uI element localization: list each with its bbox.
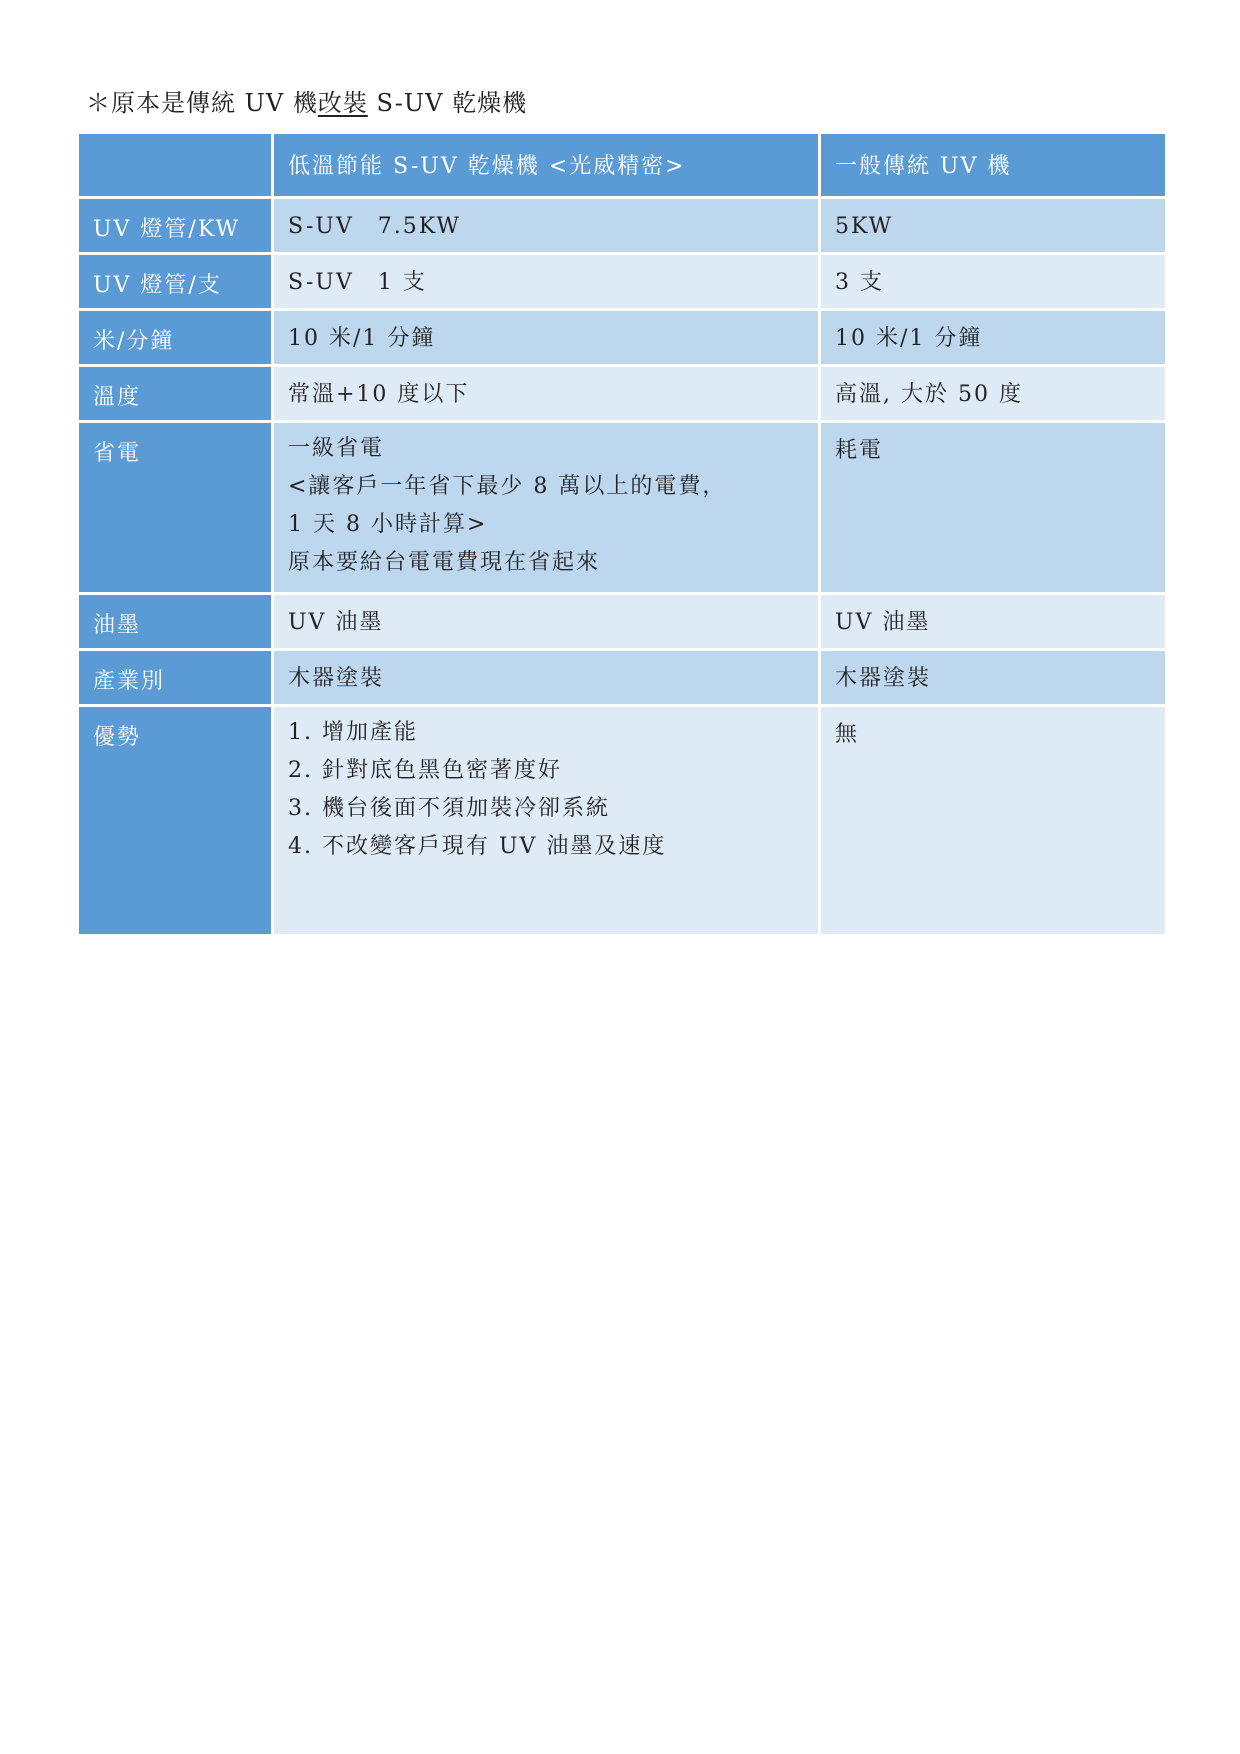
table-row [78,254,1167,310]
header-corner [78,133,273,198]
cell-line: S-UV 7.5KW [288,214,461,239]
page-title [86,86,527,120]
traditional-cell [820,422,1167,594]
cell-line: 2. 針對底色黑色密著度好 [288,758,562,783]
traditional-cell [820,650,1167,706]
row-label: 油墨 [78,594,273,650]
table-row [78,366,1167,422]
cell-line: 原本要給台電電費現在省起來 [288,550,601,575]
cell-line: 木器塗裝 [835,666,932,691]
suv-cell [273,422,820,594]
table-row [78,310,1167,366]
traditional-cell [820,594,1167,650]
cell-line: 木器塗裝 [288,666,385,691]
traditional-cell [820,198,1167,254]
row-label: UV 燈管/KW [78,198,273,254]
suv-cell [273,310,820,366]
cell-line: 無 [835,722,860,747]
row-label: UV 燈管/支 [78,254,273,310]
suv-cell [273,254,820,310]
suv-cell [273,650,820,706]
traditional-cell [820,254,1167,310]
suv-cell [273,706,820,936]
suv-cell [273,198,820,254]
table-row [78,198,1167,254]
cell-line: <讓客戶一年省下最少 8 萬以上的電費， [288,474,727,499]
row-label: 米/分鐘 [78,310,273,366]
title-underlined: 改裝 [317,89,368,117]
table-row [78,594,1167,650]
cell-line: 1 天 8 小時計算> [288,512,488,537]
suv-cell [273,594,820,650]
table-row [78,422,1167,594]
cell-line: 3. 機台後面不須加裝冷卻系統 [288,796,610,821]
cell-line: 常溫+10 度以下 [288,382,470,407]
traditional-cell [820,706,1167,936]
comparison-table [76,131,1168,937]
row-label: 省電 [78,422,273,594]
row-label: 優勢 [78,706,273,936]
header-suv: 低溫節能 S-UV 乾燥機 <光威精密> [273,133,820,198]
table-header-row [78,133,1167,198]
cell-line: 1. 增加產能 [288,720,418,745]
cell-line: 10 米/1 分鐘 [288,326,436,351]
header-traditional: 一般傳統 UV 機 [820,133,1167,198]
title-suffix: S-UV 乾燥機 [367,89,528,117]
cell-line: 耗電 [835,438,884,463]
cell-line: 4. 不改變客戶現有 UV 油墨及速度 [288,834,667,859]
row-label: 產業別 [78,650,273,706]
cell-line: 5KW [835,214,894,239]
cell-line: 高溫, 大於 50 度 [835,382,1023,407]
table-row [78,650,1167,706]
traditional-cell [820,366,1167,422]
table-row [78,706,1167,936]
row-label: 溫度 [78,366,273,422]
cell-line: UV 油墨 [835,610,931,635]
cell-line: S-UV 1 支 [288,270,427,295]
cell-line: 一級省電 [288,436,385,461]
cell-line: 3 支 [835,270,884,295]
title-prefix: ＊原本是傳統 UV 機 [86,89,318,117]
cell-line: 10 米/1 分鐘 [835,326,983,351]
cell-line: UV 油墨 [288,610,384,635]
suv-cell [273,366,820,422]
traditional-cell [820,310,1167,366]
